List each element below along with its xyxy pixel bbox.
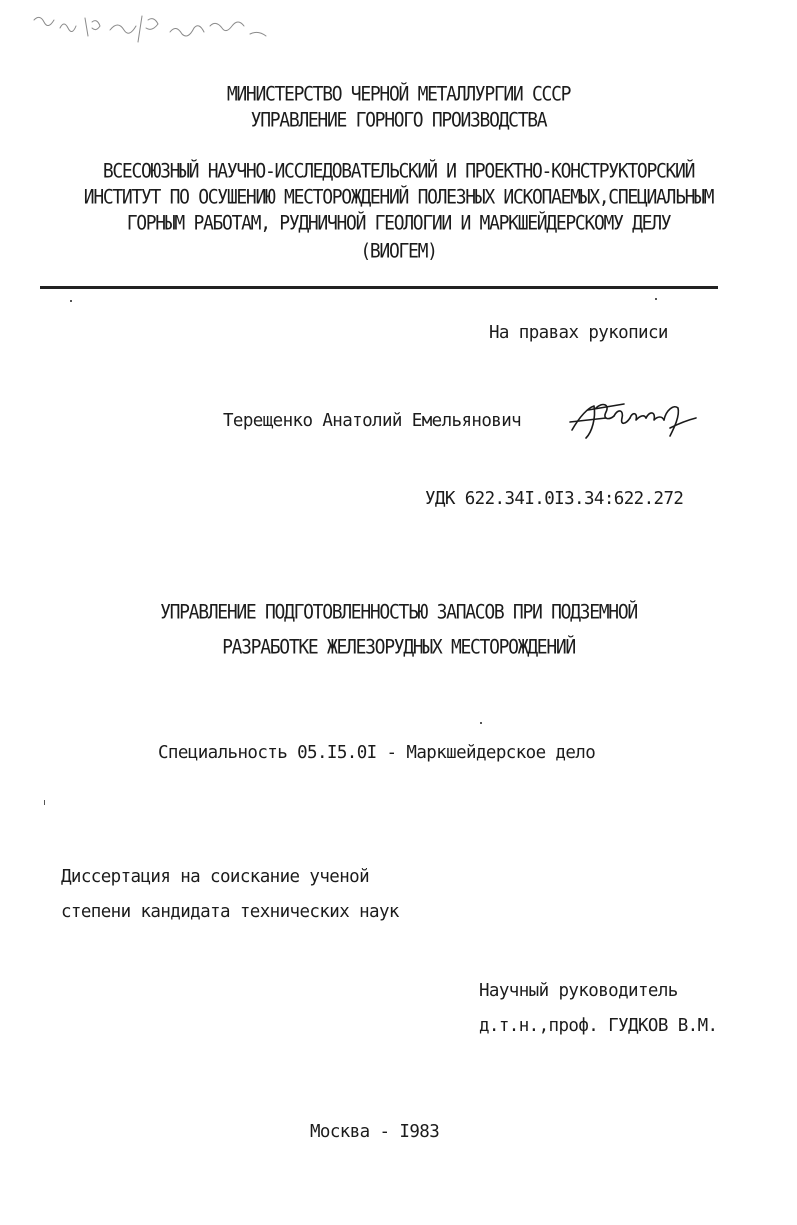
thesis-title-line-1: УПРАВЛЕНИЕ ПОДГОТОВЛЕННОСТЬЮ ЗАПАСОВ ПРИ ПОДЗЕМНОЙ <box>160 600 637 624</box>
author-signature <box>566 398 700 444</box>
paper-speck <box>44 800 45 805</box>
udc-code: УДК 622.34I.0I3.34:622.272 <box>425 489 684 509</box>
place-and-year: Москва - I983 <box>310 1122 440 1142</box>
department-name: УПРАВЛЕНИЕ ГОРНОГО ПРОИЗВОДСТВА <box>250 108 547 132</box>
specialty-line: Специальность 05.I5.0I - Маркшейдерское дело <box>158 743 596 763</box>
paper-speck <box>655 298 657 300</box>
ministry-name: МИНИСТЕРСТВО ЧЕРНОЙ МЕТАЛЛУРГИИ СССР <box>226 82 571 106</box>
paper-speck <box>480 722 482 724</box>
supervisor-name: д.т.н.,проф. ГУДКОВ В.М. <box>479 1016 718 1036</box>
institute-abbreviation: (ВИОГЕМ) <box>360 239 437 263</box>
institute-name-line-3: ГОРНЫМ РАБОТАМ, РУДНИЧНОЙ ГЕОЛОГИИ И МАРКШЕЙДЕРСКОМУ ДЕЛУ <box>126 211 671 235</box>
thesis-title-line-2: РАЗРАБОТКЕ ЖЕЛЕЗОРУДНЫХ МЕСТОРОЖДЕНИЙ <box>222 635 575 659</box>
supervisor-label: Научный руководитель <box>479 981 678 1001</box>
author-name: Терещенко Анатолий Емельянович <box>223 411 522 431</box>
institute-name-line-1: ВСЕСОЮЗНЫЙ НАУЧНО-ИССЛЕДОВАТЕЛЬСКИЙ И ПРОЕКТНО-КОНСТРУКТОРСКИЙ <box>102 159 695 183</box>
institute-name-line-2: ИНСТИТУТ ПО ОСУШЕНИЮ МЕСТОРОЖДЕНИЙ ПОЛЕЗНЫХ ИСКОПАЕМЫХ,СПЕЦИАЛЬНЫМ <box>83 185 714 209</box>
manuscript-note: На правах рукописи <box>489 323 668 343</box>
header-divider <box>40 286 718 289</box>
dissertation-line-1: Диссертация на соискание ученой <box>61 867 370 887</box>
handwritten-archive-mark <box>30 8 280 56</box>
paper-speck <box>70 300 72 302</box>
dissertation-line-2: степени кандидата технических наук <box>61 902 399 922</box>
